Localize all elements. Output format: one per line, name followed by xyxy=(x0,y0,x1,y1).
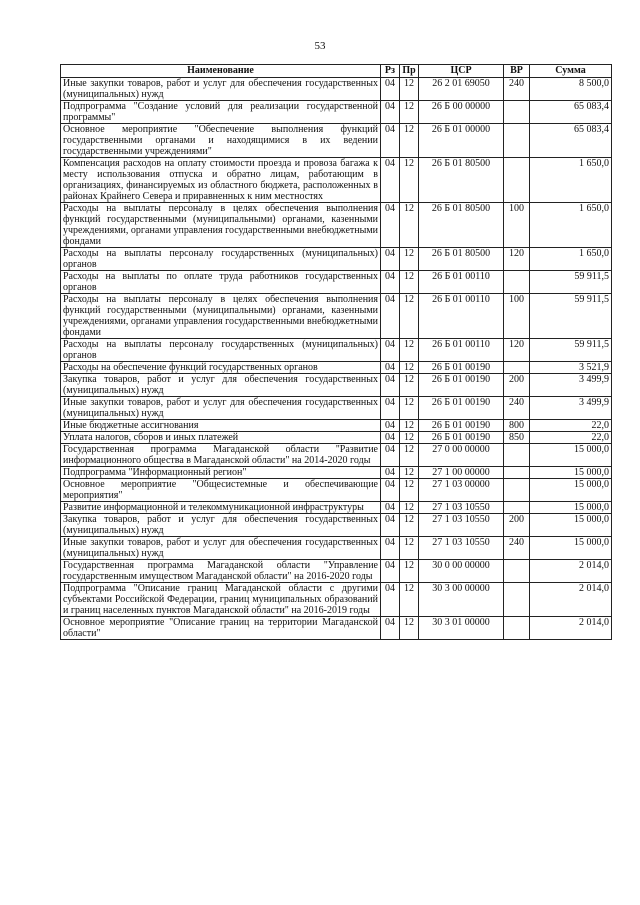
table-row xyxy=(61,514,612,537)
cell-csr: 30 0 00 00000 xyxy=(419,560,504,583)
cell-vr xyxy=(504,583,530,617)
cell-rz: 04 xyxy=(381,467,400,479)
table-row xyxy=(61,467,612,479)
cell-vr xyxy=(504,362,530,374)
cell-sum: 1 650,0 xyxy=(530,248,612,271)
cell-rz: 04 xyxy=(381,158,400,203)
cell-sum: 15 000,0 xyxy=(530,467,612,479)
cell-pr: 12 xyxy=(400,362,419,374)
table-row xyxy=(61,339,612,362)
table-row xyxy=(61,362,612,374)
cell-rz: 04 xyxy=(381,101,400,124)
cell-pr: 12 xyxy=(400,514,419,537)
cell-name: Расходы на выплаты персоналу в целях обеспечения выполнения функций государственными (муниципальными) органами, казенными учреждениями, органами управления государственными внебюджетными фондами xyxy=(61,294,381,339)
cell-rz: 04 xyxy=(381,271,400,294)
table-row xyxy=(61,617,612,640)
cell-sum: 59 911,5 xyxy=(530,339,612,362)
cell-name: Основное мероприятие "Общесистемные и обеспечивающие мероприятия" xyxy=(61,479,381,502)
cell-vr: 240 xyxy=(504,537,530,560)
cell-csr: 26 Б 01 00110 xyxy=(419,271,504,294)
cell-vr: 100 xyxy=(504,203,530,248)
table-row xyxy=(61,444,612,467)
cell-name: Иные закупки товаров, работ и услуг для обеспечения государственных (муниципальных) нужд xyxy=(61,537,381,560)
cell-sum: 3 499,9 xyxy=(530,374,612,397)
table-row xyxy=(61,583,612,617)
table-row xyxy=(61,502,612,514)
table-row xyxy=(61,158,612,203)
table-row xyxy=(61,124,612,158)
cell-vr xyxy=(504,444,530,467)
cell-sum: 15 000,0 xyxy=(530,514,612,537)
cell-name: Подпрограмма "Создание условий для реализации государственной программы" xyxy=(61,101,381,124)
cell-sum: 59 911,5 xyxy=(530,271,612,294)
cell-csr: 27 0 00 00000 xyxy=(419,444,504,467)
cell-sum: 65 083,4 xyxy=(530,101,612,124)
cell-vr: 850 xyxy=(504,432,530,444)
cell-csr: 26 Б 01 00190 xyxy=(419,420,504,432)
cell-name: Уплата налогов, сборов и иных платежей xyxy=(61,432,381,444)
cell-pr: 12 xyxy=(400,467,419,479)
cell-sum: 15 000,0 xyxy=(530,502,612,514)
cell-pr: 12 xyxy=(400,374,419,397)
cell-name: Иные закупки товаров, работ и услуг для обеспечения государственных (муниципальных) нужд xyxy=(61,78,381,101)
table-row xyxy=(61,397,612,420)
cell-vr xyxy=(504,502,530,514)
cell-pr: 12 xyxy=(400,339,419,362)
cell-rz: 04 xyxy=(381,248,400,271)
table-row xyxy=(61,560,612,583)
cell-pr: 12 xyxy=(400,124,419,158)
cell-rz: 04 xyxy=(381,124,400,158)
cell-vr: 120 xyxy=(504,339,530,362)
cell-csr: 27 1 03 00000 xyxy=(419,479,504,502)
header-pr: Пр xyxy=(400,65,419,78)
cell-pr: 12 xyxy=(400,397,419,420)
cell-rz: 04 xyxy=(381,479,400,502)
cell-pr: 12 xyxy=(400,158,419,203)
cell-rz: 04 xyxy=(381,514,400,537)
cell-name: Расходы на выплаты персоналу государственных (муниципальных) органов xyxy=(61,339,381,362)
cell-pr: 12 xyxy=(400,479,419,502)
cell-vr: 200 xyxy=(504,374,530,397)
cell-sum: 3 521,9 xyxy=(530,362,612,374)
table-row xyxy=(61,537,612,560)
cell-vr: 100 xyxy=(504,294,530,339)
cell-rz: 04 xyxy=(381,339,400,362)
cell-name: Иные закупки товаров, работ и услуг для обеспечения государственных (муниципальных) нужд xyxy=(61,397,381,420)
cell-csr: 26 Б 01 00000 xyxy=(419,124,504,158)
cell-vr xyxy=(504,560,530,583)
cell-csr: 27 1 00 00000 xyxy=(419,467,504,479)
cell-csr: 30 3 00 00000 xyxy=(419,583,504,617)
cell-pr: 12 xyxy=(400,444,419,467)
cell-csr: 26 Б 01 00190 xyxy=(419,397,504,420)
header-vr: ВР xyxy=(504,65,530,78)
table-row xyxy=(61,479,612,502)
table-row xyxy=(61,432,612,444)
cell-pr: 12 xyxy=(400,617,419,640)
cell-pr: 12 xyxy=(400,537,419,560)
cell-pr: 12 xyxy=(400,420,419,432)
cell-name: Развитие информационной и телекоммуникационной инфраструктуры xyxy=(61,502,381,514)
cell-sum: 2 014,0 xyxy=(530,583,612,617)
cell-rz: 04 xyxy=(381,203,400,248)
table-row xyxy=(61,294,612,339)
cell-sum: 22,0 xyxy=(530,420,612,432)
table-row xyxy=(61,78,612,101)
cell-name: Основное мероприятие "Обеспечение выполнения функций государственными органами и находящимися в их ведении государственными учреждениями" xyxy=(61,124,381,158)
cell-sum: 59 911,5 xyxy=(530,294,612,339)
cell-vr xyxy=(504,617,530,640)
cell-rz: 04 xyxy=(381,583,400,617)
cell-sum: 8 500,0 xyxy=(530,78,612,101)
cell-pr: 12 xyxy=(400,502,419,514)
cell-vr: 240 xyxy=(504,78,530,101)
cell-vr xyxy=(504,101,530,124)
cell-csr: 26 Б 00 00000 xyxy=(419,101,504,124)
cell-rz: 04 xyxy=(381,537,400,560)
cell-name: Подпрограмма "Информационный регион" xyxy=(61,467,381,479)
cell-sum: 2 014,0 xyxy=(530,560,612,583)
header-rz: Рз xyxy=(381,65,400,78)
cell-rz: 04 xyxy=(381,444,400,467)
table-row xyxy=(61,420,612,432)
table-body xyxy=(61,78,612,640)
cell-pr: 12 xyxy=(400,78,419,101)
cell-csr: 27 1 03 10550 xyxy=(419,514,504,537)
cell-pr: 12 xyxy=(400,583,419,617)
table-row xyxy=(61,374,612,397)
cell-sum: 3 499,9 xyxy=(530,397,612,420)
table-row xyxy=(61,203,612,248)
cell-rz: 04 xyxy=(381,374,400,397)
cell-csr: 30 3 01 00000 xyxy=(419,617,504,640)
cell-rz: 04 xyxy=(381,617,400,640)
cell-name: Расходы на выплаты персоналу в целях обеспечения выполнения функций государственными (муниципальными) органами, казенными учреждениями, органами управления государственными внебюджетными фондами xyxy=(61,203,381,248)
cell-vr xyxy=(504,479,530,502)
table-row xyxy=(61,101,612,124)
cell-sum: 22,0 xyxy=(530,432,612,444)
cell-csr: 26 Б 01 80500 xyxy=(419,158,504,203)
cell-rz: 04 xyxy=(381,432,400,444)
cell-csr: 26 Б 01 00190 xyxy=(419,362,504,374)
table-row xyxy=(61,271,612,294)
cell-rz: 04 xyxy=(381,560,400,583)
cell-name: Закупка товаров, работ и услуг для обеспечения государственных (муниципальных) нужд xyxy=(61,374,381,397)
header-sum: Сумма xyxy=(530,65,612,78)
cell-csr: 27 1 03 10550 xyxy=(419,537,504,560)
header-csr: ЦСР xyxy=(419,65,504,78)
cell-name: Государственная программа Магаданской области "Управление государственным имуществом Магаданской области" на 2016-2020 годы xyxy=(61,560,381,583)
header-name: Наименование xyxy=(61,65,381,78)
budget-table xyxy=(60,64,612,640)
cell-csr: 27 1 03 10550 xyxy=(419,502,504,514)
cell-pr: 12 xyxy=(400,248,419,271)
cell-vr: 200 xyxy=(504,514,530,537)
cell-sum: 1 650,0 xyxy=(530,203,612,248)
cell-rz: 04 xyxy=(381,420,400,432)
cell-name: Иные бюджетные ассигнования xyxy=(61,420,381,432)
cell-vr: 240 xyxy=(504,397,530,420)
cell-pr: 12 xyxy=(400,203,419,248)
cell-csr: 26 Б 01 80500 xyxy=(419,248,504,271)
cell-name: Основное мероприятие "Описание границ на территории Магаданской области" xyxy=(61,617,381,640)
cell-sum: 1 650,0 xyxy=(530,158,612,203)
cell-name: Компенсация расходов на оплату стоимости проезда и провоза багажа к месту использования отпуска и обратно лицам, работающим в организациях, финансируемых из областного бюджета, расположенных в районах Крайнего Севера и приравненных к ним местностях xyxy=(61,158,381,203)
cell-sum: 2 014,0 xyxy=(530,617,612,640)
cell-csr: 26 Б 01 00110 xyxy=(419,339,504,362)
cell-rz: 04 xyxy=(381,502,400,514)
page-number: 53 xyxy=(314,40,326,52)
cell-sum: 15 000,0 xyxy=(530,537,612,560)
cell-csr: 26 2 01 69050 xyxy=(419,78,504,101)
cell-vr xyxy=(504,467,530,479)
cell-rz: 04 xyxy=(381,397,400,420)
table-header-row xyxy=(61,65,612,78)
cell-name: Расходы на обеспечение функций государственных органов xyxy=(61,362,381,374)
cell-csr: 26 Б 01 00190 xyxy=(419,374,504,397)
cell-pr: 12 xyxy=(400,271,419,294)
cell-sum: 15 000,0 xyxy=(530,479,612,502)
table-row xyxy=(61,248,612,271)
cell-csr: 26 Б 01 00190 xyxy=(419,432,504,444)
cell-sum: 15 000,0 xyxy=(530,444,612,467)
cell-name: Закупка товаров, работ и услуг для обеспечения государственных (муниципальных) нужд xyxy=(61,514,381,537)
cell-vr xyxy=(504,158,530,203)
cell-pr: 12 xyxy=(400,432,419,444)
cell-name: Расходы на выплаты по оплате труда работников государственных органов xyxy=(61,271,381,294)
cell-name: Государственная программа Магаданской области "Развитие информационного общества в Магаданской области" на 2014-2020 годы xyxy=(61,444,381,467)
cell-pr: 12 xyxy=(400,101,419,124)
cell-rz: 04 xyxy=(381,78,400,101)
cell-name: Подпрограмма "Описание границ Магаданской области с другими субъектами Российской Федерации, границ муниципальных образований и границ населенных пунктов Магаданской области" на 2016-2019 годы xyxy=(61,583,381,617)
cell-csr: 26 Б 01 80500 xyxy=(419,203,504,248)
cell-pr: 12 xyxy=(400,560,419,583)
cell-rz: 04 xyxy=(381,362,400,374)
cell-rz: 04 xyxy=(381,294,400,339)
cell-pr: 12 xyxy=(400,294,419,339)
cell-csr: 26 Б 01 00110 xyxy=(419,294,504,339)
cell-sum: 65 083,4 xyxy=(530,124,612,158)
cell-name: Расходы на выплаты персоналу государственных (муниципальных) органов xyxy=(61,248,381,271)
cell-vr: 800 xyxy=(504,420,530,432)
cell-vr: 120 xyxy=(504,248,530,271)
cell-vr xyxy=(504,124,530,158)
cell-vr xyxy=(504,271,530,294)
